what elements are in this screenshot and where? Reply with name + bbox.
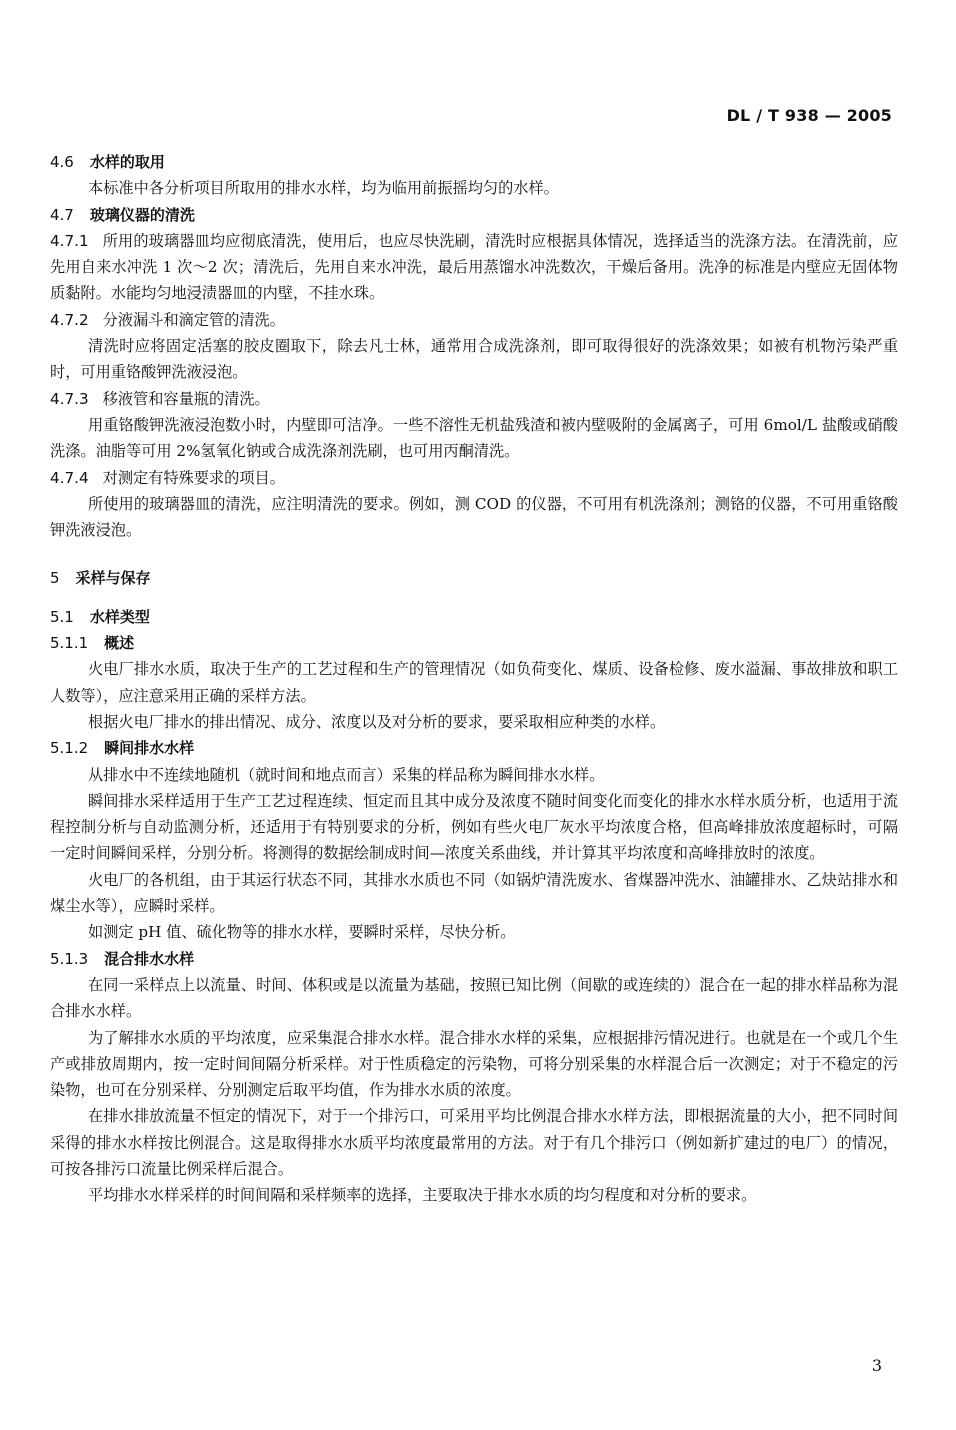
paragraph: 用重铬酸钾洗液浸泡数小时，内壁即可洁净。一些不溶性无机盐残渣和被内壁吸附的金属离子，可用 6mol/L 盐酸或硝酸洗涤。油脂等可用 2%氢氧化钠或合成洗涤剂洗刷，也可用丙酮清洗。 [50,415,898,461]
section-number: 5.1.3 [50,949,89,968]
paragraph: 从排水中不连续地随机（就时间和地点而言）采集的样品称为瞬间排水水样。 [88,765,605,784]
chapter-heading-5 [50,565,898,591]
page-number: 3 [871,1356,882,1375]
paragraph: 如测定 pH 值、硫化物等的排水水样，要瞬时采样，尽快分析。 [88,923,516,942]
paragraph: 火电厂排水水质，取决于生产的工艺过程和生产的管理情况（如负荷变化、煤质、设备检修、废水溢漏、事故排放和职工人数等），应注意采用正确的采样方法。 [50,660,898,705]
section-title: 概述 [104,634,135,653]
section-title: 采样与保存 [75,569,151,588]
section-number: 4.6 [50,153,74,171]
clause-heading-4-7-3 [50,386,898,412]
section-number: 5.1.2 [50,739,89,758]
paragraph: 平均排水水样采样的时间间隔和采样频率的选择，主要取决于排水水质的均匀程度和对分析的要求。 [88,1186,757,1205]
clause-number: 4.7.1 [50,231,89,250]
clause-title: 移液管和容量瓶的清洗。 [102,389,270,408]
paragraph: 在排水排放流量不恒定的情况下，对于一个排污口，可采用平均比例混合排水水样方法，即根据流量的大小，把不同时间采得的排水水样按比例混合。这是取得排水水质平均浓度最常用的方法。对于有几个排污口（例如新扩建过的电厂）的情况，可按各排污口流量比例采样后混合。 [50,1107,898,1178]
section-heading-5-1-1 [50,630,898,656]
section-heading-5-1 [50,604,898,630]
clause-4-7-1 [50,228,898,307]
section-title: 混合排水水样 [104,949,195,968]
section-heading-5-1-3 [50,946,898,972]
section-title: 水样类型 [89,607,150,626]
paragraph: 清洗时应将固定活塞的胶皮圈取下，除去凡士林，通常用合成洗涤剂，即可取得很好的洗涤效果；如被有机物污染严重时，可用重铬酸钾洗液浸泡。 [50,337,898,382]
section-title: 玻璃仪器的清洗 [89,205,195,224]
document-code-header: DL / T 938 — 2005 [726,106,892,125]
section-title: 瞬间排水水样 [104,739,195,758]
paragraph: 火电厂的各机组，由于其运行状态不同，其排水水质也不同（如锅炉清洗废水、省煤器冲洗水、油罐排水、乙炔站排水和煤尘水等），应瞬时采样。 [50,870,898,916]
section-title: 水样的取用 [89,153,165,171]
paragraph: 所使用的玻璃器皿的清洗，应注明清洗的要求。例如，测 COD 的仪器，不可用有机洗涤剂；测铬的仪器，不可用重铬酸钾洗液浸泡。 [50,494,898,540]
clause-heading-4-7-2 [50,307,898,333]
clause-number: 4.7.2 [50,310,89,329]
section-number: 4.7 [50,205,74,224]
section-number: 5.1 [50,607,74,626]
section-heading-4-6 [50,149,898,175]
paragraph: 瞬间排水采样适用于生产工艺过程连续、恒定而且其中成分及浓度不随时间变化而变化的排水水样水质分析，也适用于流程控制分析与自动监测分析，还适用于有特别要求的分析，例如有些火电厂灰水平均浓度合格，但高峰排放浓度超标时，可隔一定时间瞬间采样，分别分析。将测得的数据绘制成时间—浓度关系曲线，并计算其平均浓度和高峰排放时的浓度。 [50,791,898,863]
clause-number: 4.7.4 [50,468,89,487]
clause-number: 4.7.3 [50,389,89,408]
paragraph: 本标准中各分析项目所取用的排水水样，均为临用前振摇均匀的水样。 [88,179,559,198]
clause-title: 分液漏斗和滴定管的清洗。 [102,310,285,329]
paragraph: 在同一采样点上以流量、时间、体积或是以流量为基础，按照已知比例（间歇的或连续的）混合在一起的排水样品称为混合排水水样。 [50,975,898,1021]
document-body [50,149,898,1209]
section-heading-4-7 [50,202,898,228]
paragraph: 根据火电厂排水的排出情况、成分、浓度以及对分析的要求，要采取相应种类的水样。 [88,712,666,731]
clause-heading-4-7-4 [50,465,898,491]
paragraph: 为了解排水水质的平均浓度，应采集混合排水水样。混合排水水样的采集，应根据排污情况进行。也就是在一个或几个生产或排放周期内，按一定时间间隔分析采样。对于性质稳定的污染物，可将分别采集的水样混合后一次测定；对于不稳定的污染物，也可在分别采样、分别测定后取平均值，作为排水水质的浓度。 [50,1028,898,1100]
clause-title: 对测定有特殊要求的项目。 [102,468,285,487]
section-heading-5-1-2 [50,735,898,761]
section-number: 5 [50,569,60,588]
section-number: 5.1.1 [50,634,89,653]
clause-text: 所用的玻璃器皿均应彻底清洗，使用后，也应尽快洗刷，清洗时应根据具体情况，选择适当的洗涤方法。在清洗前，应先用自来水冲洗 1 次～2 次；清洗后，先用自来水冲洗，最后用蒸馏水冲洗数次，干燥后备用。洗净的标准是内壁应无固体物质黏附。水能均匀地浸渍器皿的内壁，不挂水珠。 [50,231,898,303]
